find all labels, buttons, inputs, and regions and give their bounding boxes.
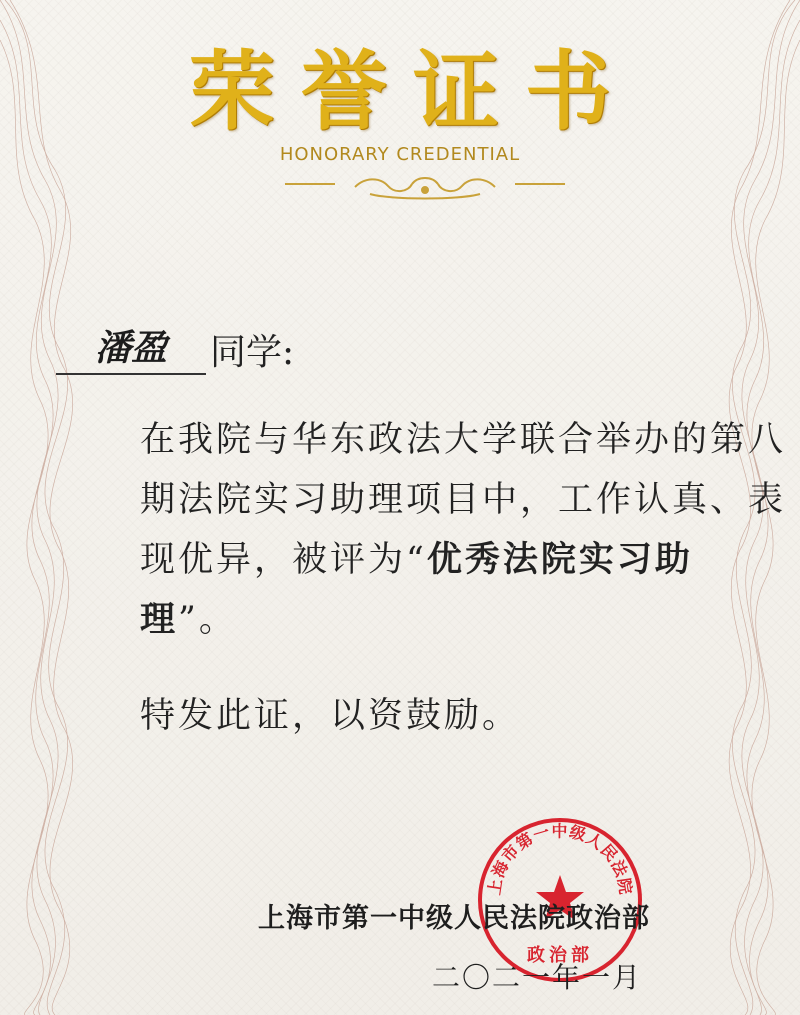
certificate-title: 荣誉证书	[189, 42, 637, 142]
recipient-name: 潘盈	[94, 327, 167, 369]
certificate-body	[56, 410, 786, 650]
award-name: 优秀法院实习助理	[140, 540, 693, 640]
body-text-end: ”。	[178, 600, 237, 640]
issue-date: 二〇二一年一月	[432, 961, 643, 994]
gold-ornament-divider	[280, 172, 570, 202]
salutation-suffix: 同学:	[210, 332, 295, 373]
issuing-authority: 上海市第一中级人民法院政治部	[258, 903, 650, 934]
seal-bottom-text: 政治部	[527, 945, 593, 966]
salutation-line	[56, 320, 294, 375]
certificate-subtitle: HONORARY CREDENTIAL	[279, 144, 521, 165]
body-paragraph	[56, 410, 786, 650]
recipient-name-blank	[56, 320, 206, 375]
closing-line: 特发此证，以资鼓励。	[140, 696, 521, 736]
body-text-main: 在我院与华东政法大学联合举办的第八期法院实习助理项目中，工作认真、表现优异，被评为“	[140, 420, 787, 580]
svg-text:上海市第一中级人民法院: 上海市第一中级人民法院	[484, 821, 636, 897]
